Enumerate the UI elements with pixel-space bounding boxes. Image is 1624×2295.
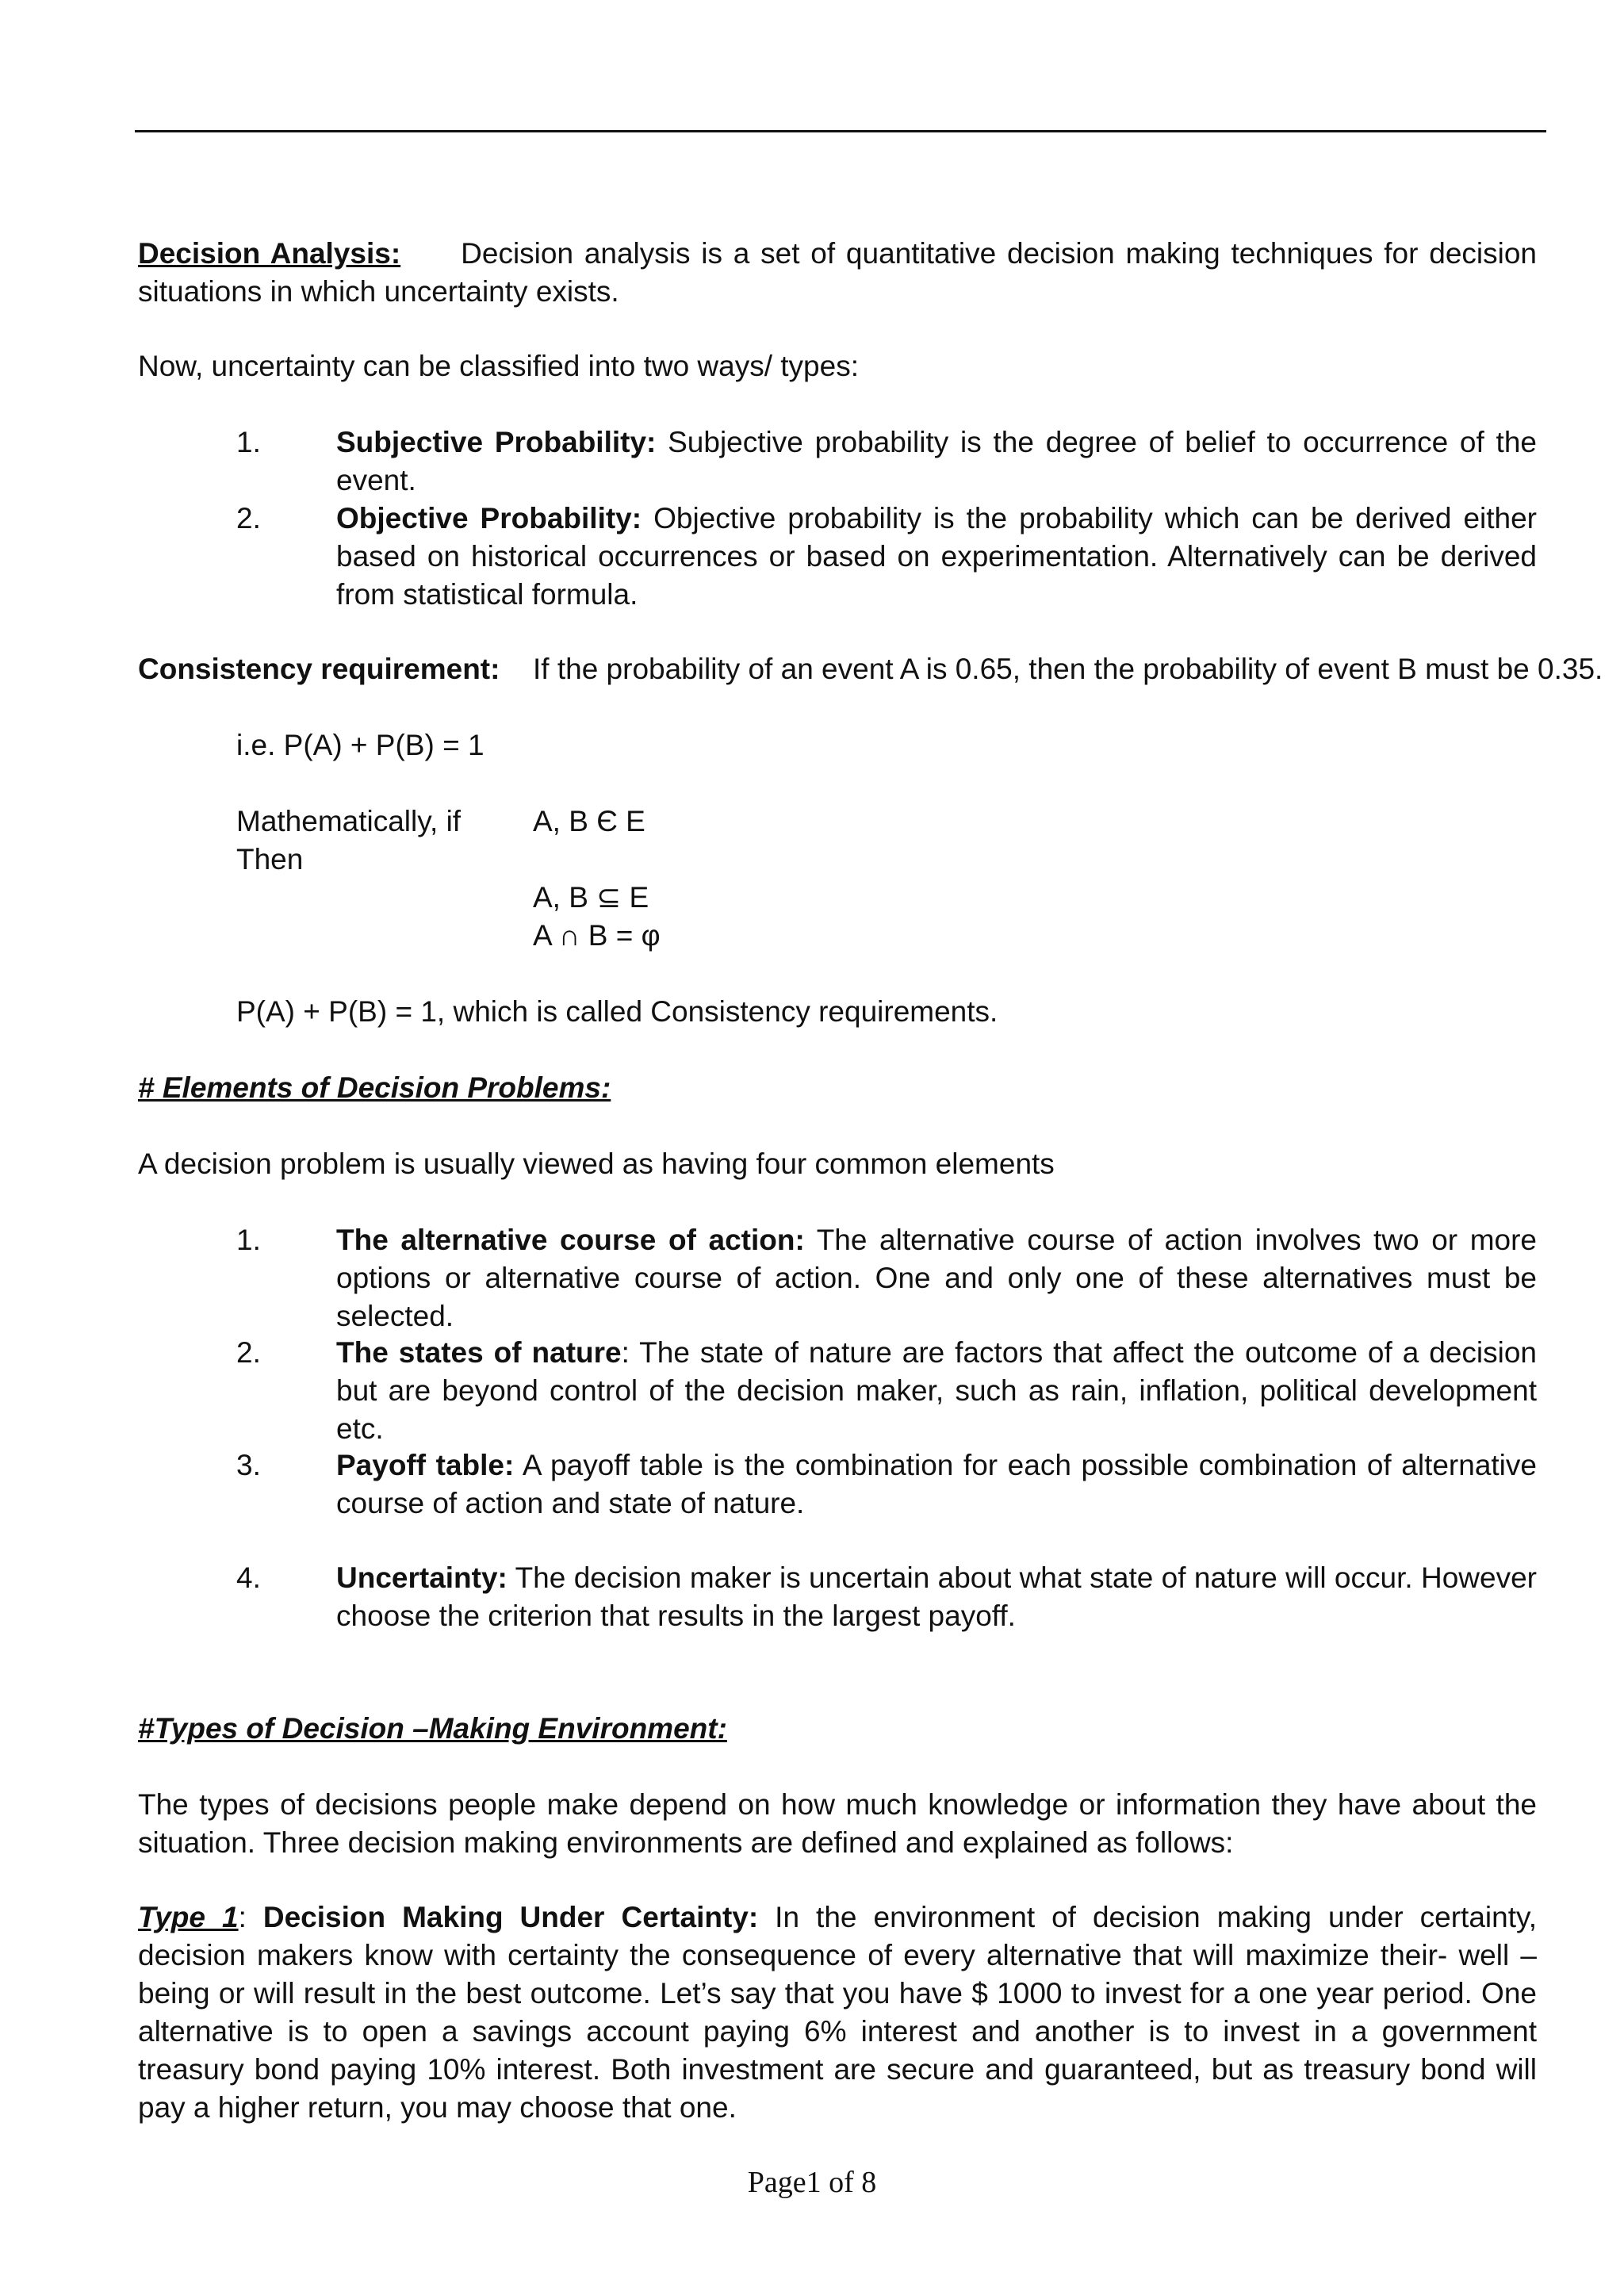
elements-intro: A decision problem is usually viewed as having four common elements bbox=[138, 1148, 1055, 1180]
element-item-number: 2. bbox=[236, 1336, 261, 1369]
uncertainty-intro: Now, uncertainty can be classified into two ways/ types: bbox=[138, 350, 859, 382]
item-label: Uncertainty: bbox=[336, 1561, 508, 1594]
elements-heading: # Elements of Decision Problems: bbox=[138, 1071, 611, 1104]
element-item-alternatives bbox=[336, 1221, 1537, 1335]
consistency-label: Consistency requirement: bbox=[138, 653, 500, 685]
subset-formula: A, B ⊆ E bbox=[533, 881, 649, 914]
probability-item-number: 2. bbox=[236, 502, 261, 534]
probability-item-subjective bbox=[336, 423, 1537, 500]
item-text: The alternative course of action involves two or more options or alternative course of action. One and only one of these alternatives must be selected. bbox=[336, 1224, 1537, 1332]
type1-title: Decision Making Under Certainty: bbox=[262, 1901, 759, 1933]
element-item-number: 3. bbox=[236, 1449, 261, 1481]
type1-paragraph bbox=[138, 1898, 1537, 2127]
consistency-conclusion: P(A) + P(B) = 1, which is called Consistency requirements. bbox=[236, 995, 998, 1028]
type1-label: Type 1 bbox=[138, 1901, 239, 1933]
element-item-number: 4. bbox=[236, 1561, 261, 1594]
consistency-text: If the probability of an event A is 0.65, then the probability of event B must be 0.35. bbox=[533, 653, 1603, 685]
item-label: The alternative course of action: bbox=[336, 1224, 805, 1256]
math-if-label: Mathematically, if bbox=[236, 805, 462, 837]
set-membership-formula: A, B Є E bbox=[533, 805, 645, 837]
type1-text: In the environment of decision making under certainty, decision makers know with certainty the consequence of every alternative that will maximize their- well – being or will result in the best outcome. Let’s say that you have $ 1000 to invest for a one year period. One alternative is to open a savings account paying 6% interest and another is to invest in a government treasury bond paying 10% interest. Both investment are secure and guaranteed, but as treasury bond will pay a higher return, you may choose that one. bbox=[138, 1901, 1538, 2124]
item-label: Objective Probability: bbox=[336, 502, 642, 534]
decision-analysis-text: Decision analysis is a set of quantitative decision making techniques for decision situations in which uncertainty exists. bbox=[138, 237, 1537, 308]
header-rule bbox=[135, 130, 1546, 132]
environment-heading: #Types of Decision –Making Environment: bbox=[138, 1712, 727, 1745]
type1-colon: : bbox=[238, 1901, 263, 1933]
probability-item-number: 1. bbox=[236, 426, 261, 458]
item-text: Objective probability is the probability which can be derived either based on historical occurrences or based on experimentation. Alternatively can be derived from statistical formula. bbox=[336, 502, 1537, 611]
item-label: Subjective Probability: bbox=[336, 426, 657, 458]
item-label: The states of nature bbox=[336, 1336, 622, 1369]
decision-analysis-paragraph bbox=[138, 235, 1537, 311]
item-text: Subjective probability is the degree of belief to occurrence of the event. bbox=[336, 426, 1537, 496]
math-then-label: Then bbox=[236, 843, 304, 875]
element-item-payoff-table bbox=[336, 1446, 1537, 1523]
item-text: : The state of nature are factors that affect the outcome of a decision but are beyond control of the decision maker, such as rain, inflation, political development etc. bbox=[336, 1336, 1537, 1445]
environment-intro: The types of decisions people make depend on how much knowledge or information they have about the situation. Three decision making environments are defined and explained as follows: bbox=[138, 1788, 1537, 1859]
consistency-ie-line: i.e. P(A) + P(B) = 1 bbox=[236, 729, 485, 761]
element-item-number: 1. bbox=[236, 1224, 261, 1256]
item-label: Payoff table: bbox=[336, 1449, 515, 1481]
element-item-uncertainty bbox=[336, 1559, 1537, 1635]
probability-item-objective bbox=[336, 500, 1537, 614]
decision-analysis-label: Decision Analysis: bbox=[138, 237, 401, 270]
page-number-footer: Page1 of 8 bbox=[747, 2166, 877, 2199]
item-text: The decision maker is uncertain about what state of nature will occur. However choose the criterion that results in the largest payoff. bbox=[336, 1561, 1537, 1632]
intersection-formula: A ∩ B = φ bbox=[533, 919, 661, 952]
item-text: A payoff table is the combination for each possible combination of alternative course of action and state of nature. bbox=[336, 1449, 1537, 1519]
element-item-states-of-nature bbox=[336, 1334, 1537, 1448]
